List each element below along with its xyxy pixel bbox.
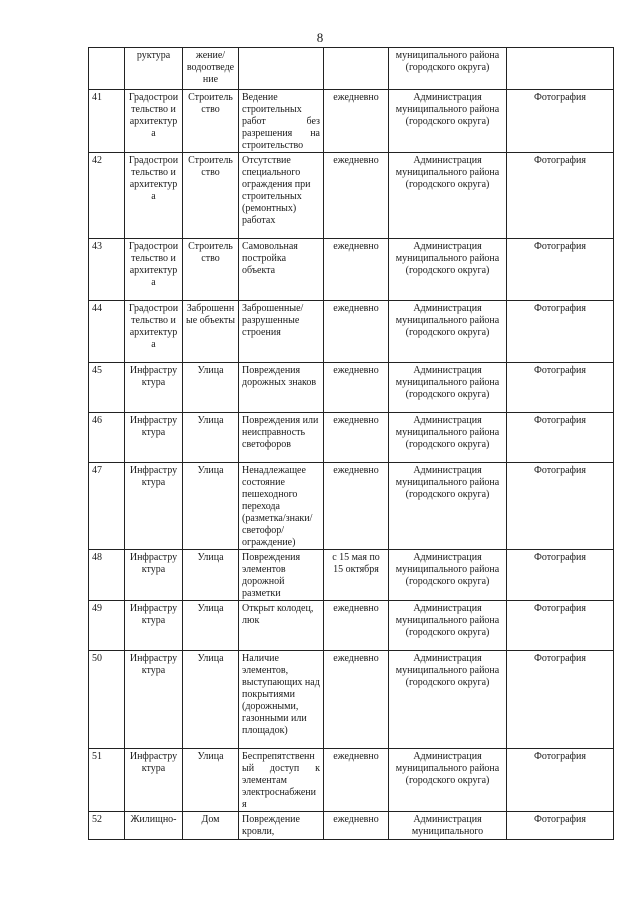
row-number: 44 <box>89 301 125 363</box>
period-cell: ежедневно <box>324 749 389 812</box>
responsible-cell: Администрация муниципального <box>389 812 507 840</box>
responsible-cell: Администрация муниципального района (городского округа) <box>389 363 507 413</box>
object-cell: жение/водоотведение <box>183 48 239 90</box>
responsible-cell: Администрация муниципального района (городского округа) <box>389 749 507 812</box>
row-number: 42 <box>89 153 125 239</box>
violation-cell: Открыт колодец, люк <box>239 601 324 651</box>
object-cell: Строительство <box>183 239 239 301</box>
violations-table <box>88 47 614 840</box>
responsible-cell: Администрация муниципального района (городского округа) <box>389 463 507 550</box>
row-number: 48 <box>89 550 125 601</box>
object-cell: Улица <box>183 601 239 651</box>
violation-cell: Наличие элементов, выступающих над покрытиями (дорожными, газонными или площадок) <box>239 651 324 749</box>
sphere-cell: руктура <box>125 48 183 90</box>
sphere-cell: Жилищно- <box>125 812 183 840</box>
row-number: 47 <box>89 463 125 550</box>
object-cell: Заброшенные объекты <box>183 301 239 363</box>
evidence-cell: Фотография <box>507 363 614 413</box>
responsible-cell: Администрация муниципального района (городского округа) <box>389 90 507 153</box>
table-row <box>89 812 614 840</box>
sphere-cell: Инфраструктура <box>125 550 183 601</box>
row-number: 43 <box>89 239 125 301</box>
period-cell: с 15 мая по 15 октября <box>324 550 389 601</box>
row-number: 52 <box>89 812 125 840</box>
sphere-cell: Инфраструктура <box>125 601 183 651</box>
object-cell: Строительство <box>183 90 239 153</box>
object-cell: Улица <box>183 550 239 601</box>
evidence-cell: Фотография <box>507 749 614 812</box>
evidence-cell: Фотография <box>507 812 614 840</box>
violation-cell: Самовольная постройка объекта <box>239 239 324 301</box>
violation-cell: Отсутствие специального ограждения при строительных (ремонтных) работах <box>239 153 324 239</box>
sphere-cell: Инфраструктура <box>125 749 183 812</box>
violation-cell: Ведение строительных работ без разрешения на строительство <box>239 90 324 153</box>
object-cell: Улица <box>183 651 239 749</box>
sphere-cell: Инфраструктура <box>125 363 183 413</box>
evidence-cell: Фотография <box>507 413 614 463</box>
violation-cell: Беспрепятственный доступ к элементам электроснабжения <box>239 749 324 812</box>
period-cell: ежедневно <box>324 601 389 651</box>
responsible-cell: Администрация муниципального района (городского округа) <box>389 601 507 651</box>
evidence-cell: Фотография <box>507 90 614 153</box>
evidence-cell: Фотография <box>507 463 614 550</box>
violation-cell: Повреждения элементов дорожной разметки <box>239 550 324 601</box>
table-row <box>89 48 614 90</box>
period-cell: ежедневно <box>324 363 389 413</box>
period-cell <box>324 48 389 90</box>
period-cell: ежедневно <box>324 301 389 363</box>
violation-cell: Повреждения или неисправность светофоров <box>239 413 324 463</box>
period-cell: ежедневно <box>324 463 389 550</box>
sphere-cell: Градостроительство и архитектура <box>125 153 183 239</box>
row-number: 50 <box>89 651 125 749</box>
sphere-cell: Инфраструктура <box>125 651 183 749</box>
row-number: 41 <box>89 90 125 153</box>
sphere-cell: Инфраструктура <box>125 463 183 550</box>
evidence-cell: Фотография <box>507 239 614 301</box>
violation-cell <box>239 48 324 90</box>
evidence-cell: Фотография <box>507 550 614 601</box>
responsible-cell: Администрация муниципального района (городского округа) <box>389 239 507 301</box>
violation-cell: Ненадлежащее состояние пешеходного перехода (разметка/знаки/светофор/ограждение) <box>239 463 324 550</box>
evidence-cell: Фотография <box>507 153 614 239</box>
row-number: 45 <box>89 363 125 413</box>
table-row <box>89 463 614 550</box>
table-row <box>89 301 614 363</box>
violation-cell: Повреждения дорожных знаков <box>239 363 324 413</box>
violation-cell: Повреждение кровли, <box>239 812 324 840</box>
violation-cell: Заброшенные/разрушенные строения <box>239 301 324 363</box>
table-row <box>89 413 614 463</box>
row-number <box>89 48 125 90</box>
period-cell: ежедневно <box>324 413 389 463</box>
table-row <box>89 651 614 749</box>
responsible-cell: Администрация муниципального района (городского округа) <box>389 550 507 601</box>
responsible-cell: муниципального района (городского округа) <box>389 48 507 90</box>
object-cell: Строительство <box>183 153 239 239</box>
object-cell: Улица <box>183 413 239 463</box>
sphere-cell: Градостроительство и архитектура <box>125 90 183 153</box>
period-cell: ежедневно <box>324 153 389 239</box>
row-number: 51 <box>89 749 125 812</box>
table-row <box>89 749 614 812</box>
object-cell: Улица <box>183 363 239 413</box>
responsible-cell: Администрация муниципального района (городского округа) <box>389 413 507 463</box>
evidence-cell <box>507 48 614 90</box>
object-cell: Улица <box>183 749 239 812</box>
evidence-cell: Фотография <box>507 651 614 749</box>
object-cell: Улица <box>183 463 239 550</box>
sphere-cell: Инфраструктура <box>125 413 183 463</box>
responsible-cell: Администрация муниципального района (городского округа) <box>389 301 507 363</box>
sphere-cell: Градостроительство и архитектура <box>125 301 183 363</box>
table-row <box>89 363 614 413</box>
evidence-cell: Фотография <box>507 601 614 651</box>
responsible-cell: Администрация муниципального района (городского округа) <box>389 651 507 749</box>
evidence-cell: Фотография <box>507 301 614 363</box>
table-row <box>89 550 614 601</box>
row-number: 46 <box>89 413 125 463</box>
page-number: 8 <box>316 30 324 45</box>
table-row <box>89 239 614 301</box>
period-cell: ежедневно <box>324 239 389 301</box>
sphere-cell: Градостроительство и архитектура <box>125 239 183 301</box>
table-row <box>89 90 614 153</box>
row-number: 49 <box>89 601 125 651</box>
object-cell: Дом <box>183 812 239 840</box>
table-row <box>89 601 614 651</box>
period-cell: ежедневно <box>324 651 389 749</box>
table-row <box>89 153 614 239</box>
responsible-cell: Администрация муниципального района (городского округа) <box>389 153 507 239</box>
period-cell: ежедневно <box>324 812 389 840</box>
period-cell: ежедневно <box>324 90 389 153</box>
